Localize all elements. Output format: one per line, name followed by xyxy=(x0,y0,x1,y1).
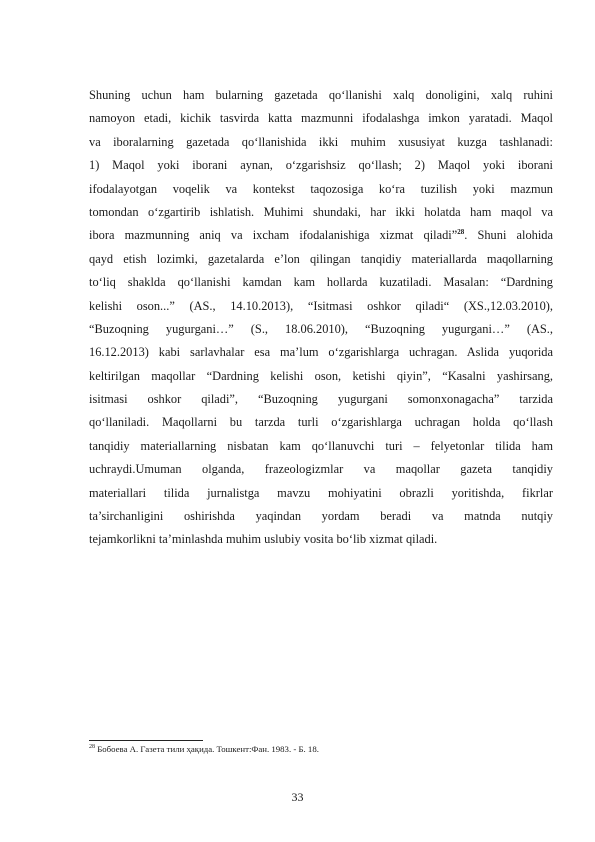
paragraph-line: keltirilgan maqollar “Dardning kelishi oson, ketishi qiyin”, “Kasalni yashirsang, xyxy=(89,368,553,383)
paragraph-line: tomondan o‘zgartirib ishlatish. Muhimi shundaki, har ikki holatda ham maqol va xyxy=(89,204,553,219)
page-number: 33 xyxy=(291,790,304,804)
paragraph-line: “Buzoqning yugurgani…” (S., 18.06.2010), “Buzoqning yugurgani…” (AS., xyxy=(89,321,553,336)
paragraph-line: materiallari tilida jurnalistga mavzu mohiyatini obrazli yoritishda, fikrlar xyxy=(89,485,553,500)
footnote-divider xyxy=(89,740,203,741)
paragraph-line-with-footnote xyxy=(89,224,553,247)
paragraph-line: tanqidiy materiallarning nisbatan kam qo‘llanuvchi turi – felyetonlar tilida ham xyxy=(89,438,553,453)
paragraph-line: qayd etish lozimki, gazetalarda e’lon qilingan tanqidiy materiallarda maqollarning xyxy=(89,251,553,266)
footnote xyxy=(89,743,553,755)
main-paragraph xyxy=(89,84,553,552)
paragraph-line-text: . Shuni alohida xyxy=(464,228,553,243)
paragraph-line: 16.12.2013) kabi sarlavhalar esa ma’lum o‘zgarishlarga uchragan. Aslida yuqorida xyxy=(89,345,553,360)
paragraph-line-text: ibora mazmunning aniq va ixcham ifodalanishiga xizmat qiladi” xyxy=(89,228,458,243)
footnote-text: Бобоева А. Газета тили ҳақида. Тошкент:Фан. 1983. - Б. 18. xyxy=(97,744,319,754)
paragraph-line: 1) Maqol yoki iborani aynan, o‘zgarishsiz qo‘llash; 2) Maqol yoki iborani xyxy=(89,158,553,173)
paragraph-line: va iboralarning gazetada qo‘llanishida ikki muhim xususiyat kuzga tashlanadi: xyxy=(89,134,553,149)
paragraph-line: ifodalayotgan voqelik va kontekst taqozosiga ko‘ra tuzilish yoki mazmun xyxy=(89,181,553,196)
footnote-reference[interactable]: 28 xyxy=(457,228,465,237)
paragraph-line: to‘liq shaklda qo‘llanishi kamdan kam hollarda kuzatiladi. Masalan: “Dardning xyxy=(89,275,553,290)
paragraph-line-last: tejamkorlikni ta’minlashda muhim uslubiy vosita bo‘lib xizmat qiladi. xyxy=(89,532,438,547)
paragraph-line: uchraydi.Umuman olganda, frazeologizmlar va maqollar gazeta tanqidiy xyxy=(89,462,553,477)
footnote-number: 28 xyxy=(89,744,95,751)
paragraph-line: namoyon etadi, kichik tasvirda katta mazmunni ifodalashga imkon yaratadi. Maqol xyxy=(89,111,553,126)
paragraph-line: kelishi oson...” (AS., 14.10.2013), “Isitmasi oshkor qiladi“ (XS.,12.03.2010), xyxy=(89,298,553,313)
paragraph-line: ta’sirchanligini oshirishda yaqindan yordam beradi va matnda nutqiy xyxy=(89,509,553,524)
paragraph-line: Shuning uchun ham bularning gazetada qo‘llanishi xalq donoligini, xalq ruhini xyxy=(89,88,553,102)
paragraph-line: qo‘llaniladi. Maqollarni bu tarzda turli o‘zgarishlarga uchragan holda qo‘llash xyxy=(89,415,553,430)
paragraph-line: isitmasi oshkor qiladi”, “Buzoqning yugurgani somonxonagacha” tarzida xyxy=(89,392,553,407)
